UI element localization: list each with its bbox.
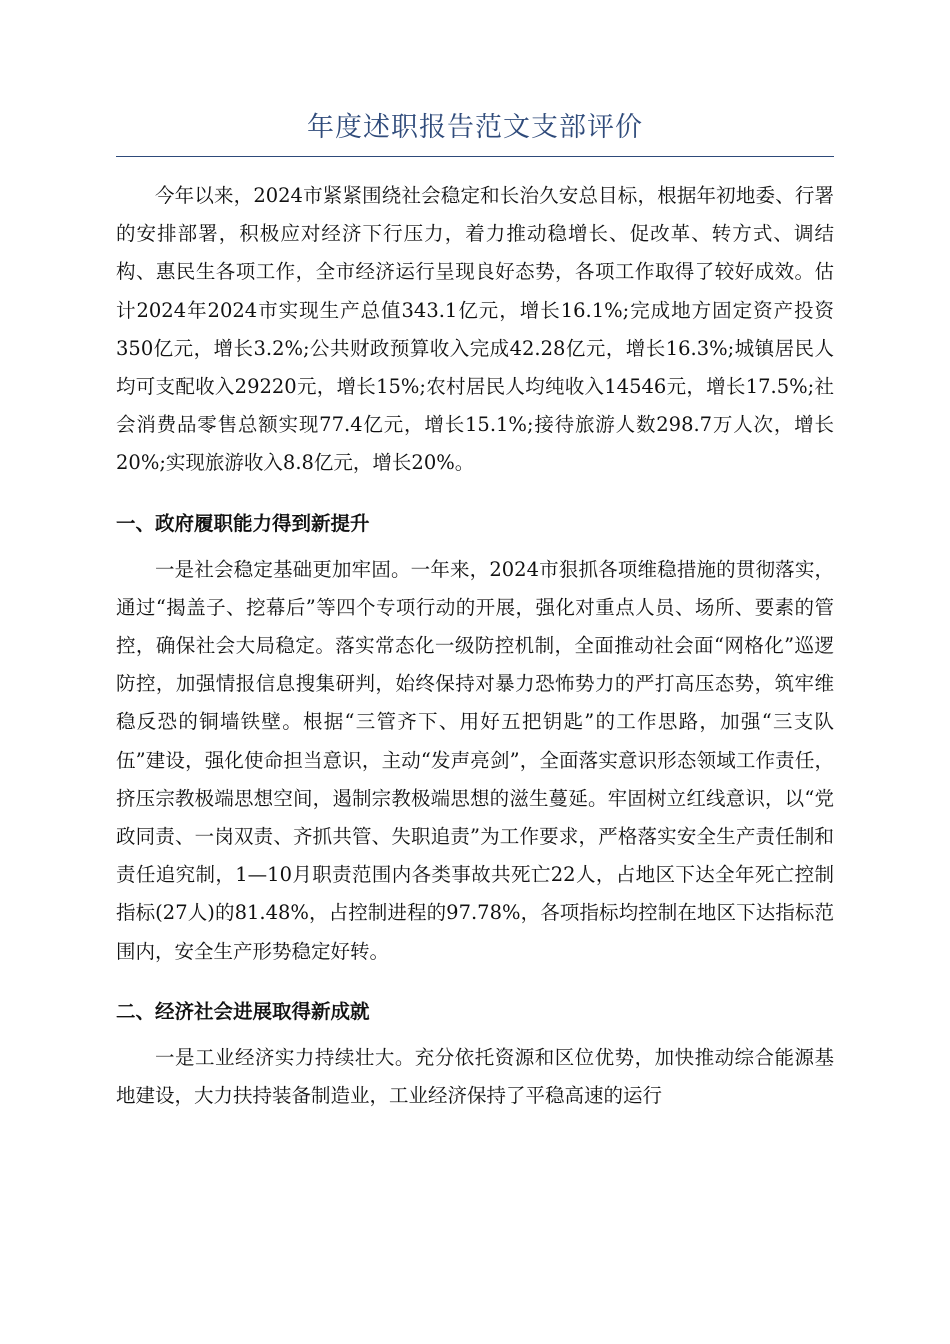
document-title [116, 108, 834, 157]
section-heading-1: 一、政府履职能力得到新提升 [116, 511, 370, 535]
section-paragraph-1: 一是社会稳定基础更加牢固。一年来，2024市狠抓各项维稳措施的贯彻落实，通过“揭盖子、挖幕后”等四个专项行动的开展，强化对重点人员、场所、要素的管控，确保社会大局稳定。落实常态化一级防控机制，全面推动社会面“网格化”巡逻防控，加强情报信息搜集研判，始终保持对暴力恐怖势力的严打高压态势，筑牢维稳反恐的铜墙铁壁。根据“三管齐下、用好五把钥匙”的工作思路，加强“三支队伍”建设，强化使命担当意识，主动“发声亮剑”，全面落实意识形态领域工作责任，挤压宗教极端思想空间，遏制宗教极端思想的滋生蔓延。牢固树立红线意识，以“党政同责、一岗双责、齐抓共管、失职追责”为工作要求，严格落实安全生产责任制和责任追究制，1—10月职责范围内各类事故共死亡22人，占地区下达全年死亡控制指标(27人)的81.48%，占控制进程的97.78%，各项指标均控制在地区下达指标范围内，安全生产形势稳定好转。 [116, 557, 834, 963]
intro-paragraph: 今年以来，2024市紧紧围绕社会稳定和长治久安总目标，根据年初地委、行署的安排部署，积极应对经济下行压力，着力推动稳增长、促改革、转方式、调结构、惠民生各项工作，全市经济运行呈现良好态势，各项工作取得了较好成效。估计2024年2024市实现生产总值343.1亿元，增长16.1%;完成地方固定资产投资350亿元，增长3.2%;公共财政预算收入完成42.28亿元，增长16.3%;城镇居民人均可支配收入29220元，增长15%;农村居民人均纯收入14546元，增长17.5%;社会消费品零售总额实现77.4亿元，增长15.1%;接待旅游人数298.7万人次，增长20%;实现旅游收入8.8亿元，增长20%。 [116, 184, 834, 475]
section-paragraph-2: 一是工业经济实力持续壮大。充分依托资源和区位优势，加快推动综合能源基地建设，大力扶持装备制造业，工业经济保持了平稳高速的运行 [116, 1045, 834, 1108]
document-page [116, 108, 834, 1115]
section-heading-2: 二、经济社会进展取得新成就 [116, 999, 370, 1023]
document-title-text: 年度述职报告范文支部评价 [307, 112, 643, 143]
